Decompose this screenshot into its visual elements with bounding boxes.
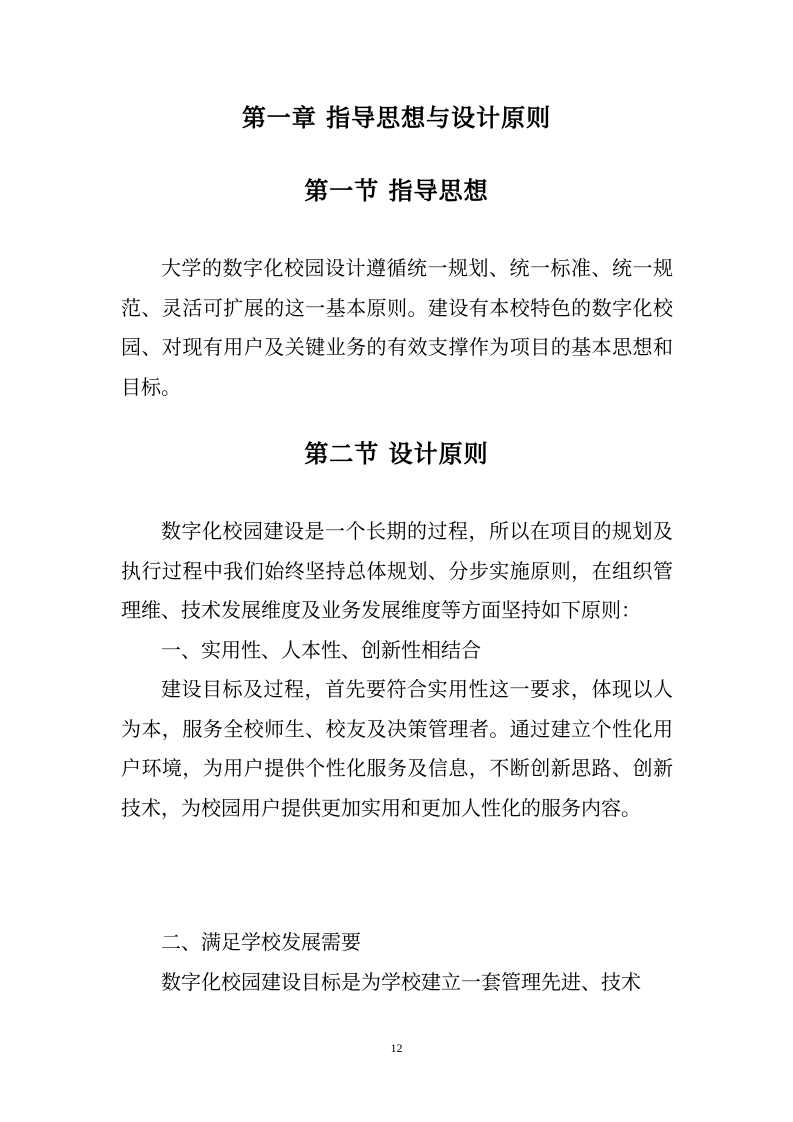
- section-body-design-principles-continued: [121, 923, 673, 1002]
- section-title-design-principles: 第二节 设计原则: [304, 440, 489, 468]
- list-heading: 一、实用性、人本性、创新性相结合: [161, 637, 481, 662]
- paragraph: 数字化校园建设是一个长期的过程，所以在项目的规划及执行过程中我们始终坚持总体规划、分步实施原则，在组织管理维、技术发展维度及业务发展维度等方面坚持如下原则：: [121, 519, 673, 622]
- list-heading: 二、满足学校发展需要: [161, 930, 361, 954]
- section-body-design-principles: [121, 512, 673, 828]
- section-title-guiding-ideology: 第一节 指导思想: [304, 177, 489, 205]
- paragraph: 大学的数字化校园设计遵循统一规划、统一标准、统一规范、灵活可扩展的这一基本原则。建设有本校特色的数字化校园、对现有用户及关键业务的有效支撑作为项目的基本思想和目标。: [121, 256, 673, 399]
- page-number: 12: [390, 1041, 403, 1055]
- chapter-title: 第一章 指导思想与设计原则: [241, 104, 552, 132]
- section-body-guiding-ideology: [121, 249, 673, 407]
- paragraph: 建设目标及过程，首先要符合实用性这一要求，体现以人为本，服务全校师生、校友及决策管理者。通过建立个性化用户环境，为用户提供个性化服务及信息，不断创新思路、创新技术，为校园用户提供更加实用和更加人性化的服务内容。: [121, 677, 673, 820]
- paragraph: 数字化校园建设目标是为学校建立一套管理先进、技术: [161, 969, 641, 994]
